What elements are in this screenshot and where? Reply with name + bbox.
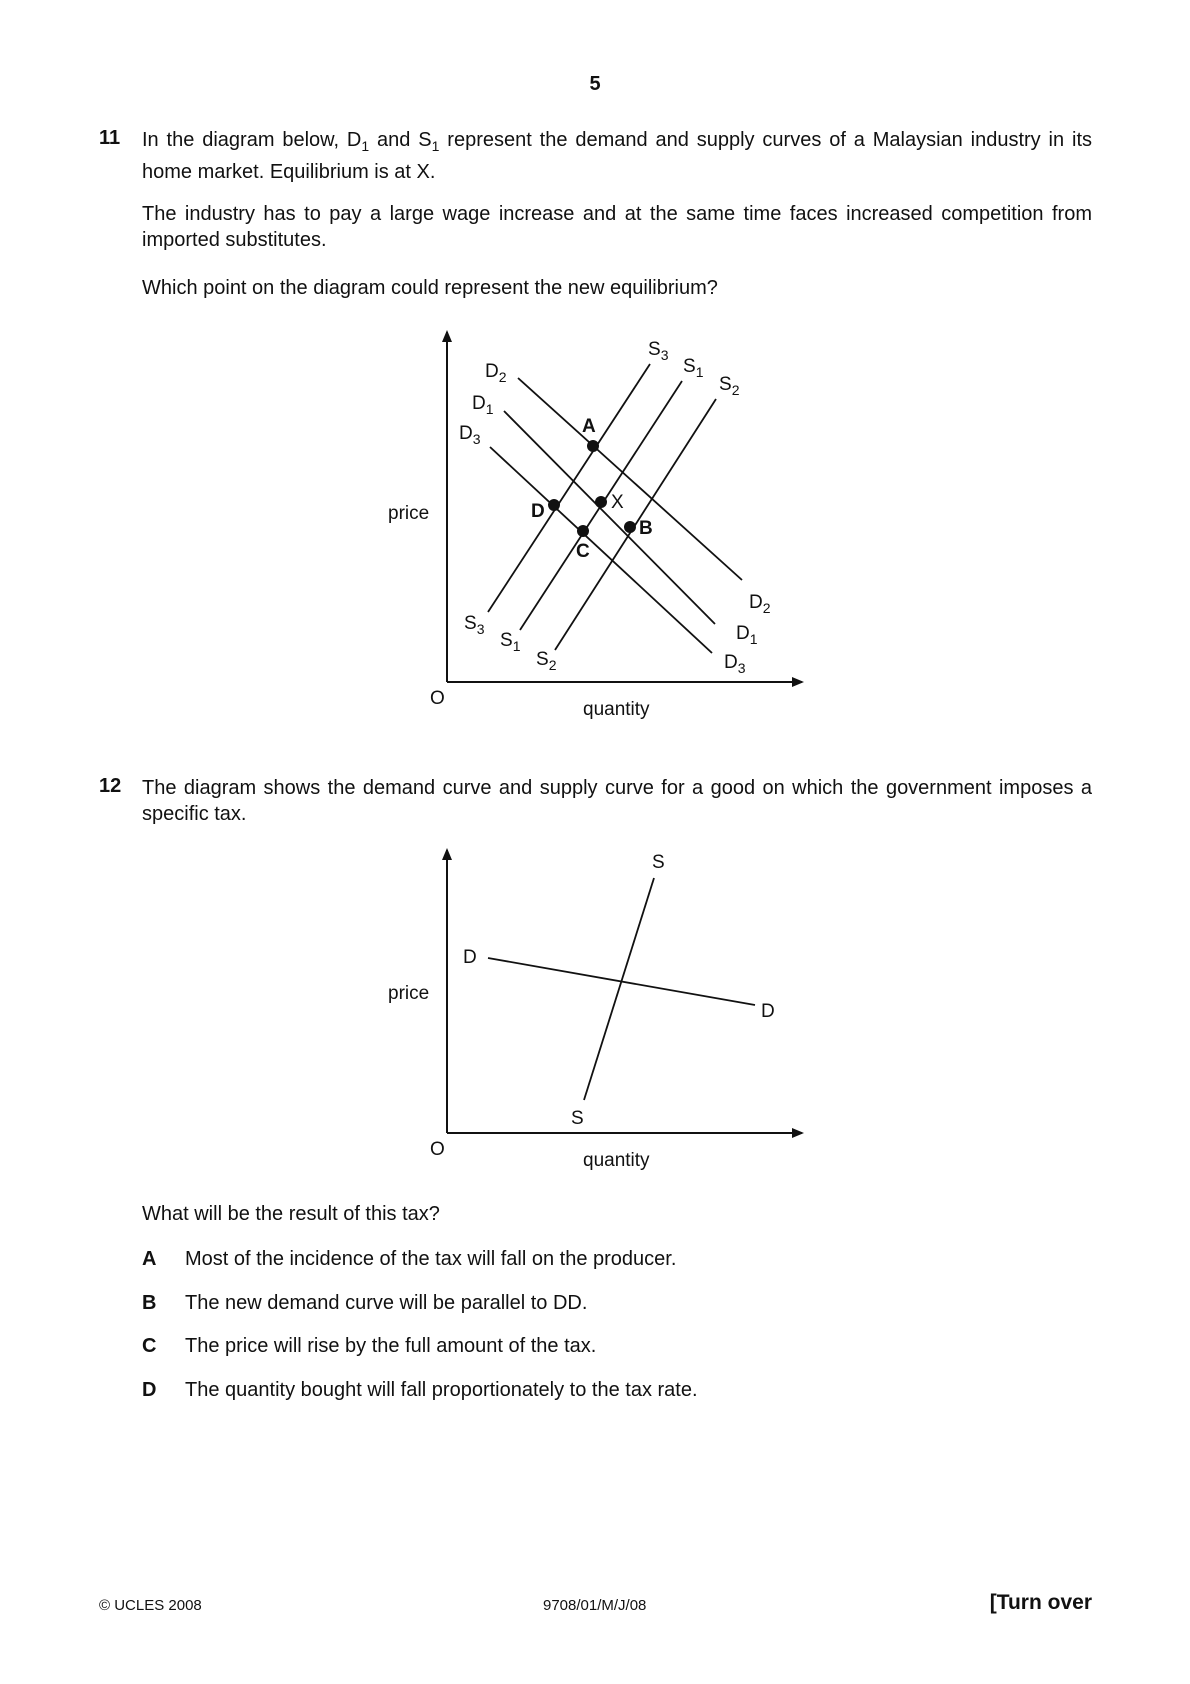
label-d3-top: $D_3$ bbox=[459, 423, 481, 447]
q12-origin-label: O bbox=[430, 1139, 445, 1160]
label-s2-bottom: $S_2$ bbox=[536, 649, 557, 673]
q11-y-label: price bbox=[388, 503, 430, 524]
q11-diagram bbox=[388, 332, 802, 720]
label-d2-top: $D_2$ bbox=[485, 361, 507, 385]
label-d2-bottom: $D_2$ bbox=[749, 592, 771, 616]
label-d3-bottom: $D_3$ bbox=[724, 652, 746, 676]
q12-supply-curve bbox=[584, 878, 654, 1100]
q12-x-label: quantity bbox=[583, 1150, 650, 1171]
option-b-text: The new demand curve will be parallel to DD. bbox=[185, 1292, 588, 1314]
point-d bbox=[548, 499, 560, 511]
point-b bbox=[624, 521, 636, 533]
q12-diagram bbox=[388, 850, 802, 1171]
option-b-letter: B bbox=[142, 1292, 157, 1314]
question-11-prompt: Which point on the diagram could represent the new equilibrium? bbox=[142, 277, 718, 299]
footer-paper-code: 9708/01/M/J/08 bbox=[543, 1597, 647, 1614]
label-s1-bottom: $S_1$ bbox=[500, 630, 521, 654]
q11-x-label: quantity bbox=[583, 699, 650, 720]
label-d1-bottom: $D_1$ bbox=[736, 623, 758, 647]
question-12-number: 12 bbox=[99, 775, 122, 797]
label-d1-top: $D_1$ bbox=[472, 393, 494, 417]
q12-y-label: price bbox=[388, 983, 430, 1004]
question-11-context: The industry has to pay a large wage increase and at the same time faces increased competition from imported substitutes. bbox=[142, 203, 1092, 251]
option-d-letter: D bbox=[142, 1379, 157, 1401]
point-a-label: A bbox=[582, 416, 596, 437]
point-c bbox=[577, 525, 589, 537]
curve-s2 bbox=[555, 399, 716, 650]
option-c-text: The price will rise by the full amount of the tax. bbox=[185, 1335, 597, 1357]
question-11-intro: In the diagram below, $D_1$ and $S_1$ represent the demand and supply curves of a Malaysian industry in its home market. Equilibrium is at X. bbox=[142, 129, 1092, 183]
q11-origin-label: O bbox=[430, 688, 445, 709]
question-11-number: 11 bbox=[99, 127, 121, 149]
point-b-label: B bbox=[639, 518, 653, 539]
option-a-letter: A bbox=[142, 1248, 157, 1270]
label-s3-top: $S_3$ bbox=[648, 339, 669, 363]
point-a bbox=[587, 440, 599, 452]
q12-supply-label-top: S bbox=[652, 852, 665, 873]
point-c-label: C bbox=[576, 541, 590, 562]
curve-d3 bbox=[490, 447, 712, 653]
footer-turn-over: [Turn over bbox=[989, 1591, 1092, 1614]
option-c-letter: C bbox=[142, 1335, 157, 1357]
point-x-label: X bbox=[611, 492, 624, 513]
q12-supply-label-bottom: S bbox=[571, 1108, 584, 1129]
point-d-label: D bbox=[531, 501, 545, 522]
question-12-prompt: What will be the result of this tax? bbox=[142, 1203, 440, 1225]
curve-d2 bbox=[518, 378, 742, 580]
label-s1-top: $S_1$ bbox=[683, 356, 704, 380]
option-d-text: The quantity bought will fall proportionately to the tax rate. bbox=[185, 1379, 698, 1401]
label-s3-bottom: $S_3$ bbox=[464, 613, 485, 637]
point-x bbox=[595, 496, 607, 508]
q12-demand-label-right: D bbox=[761, 1001, 775, 1022]
page-number: 5 bbox=[589, 73, 601, 95]
q12-demand-label-left: D bbox=[463, 947, 477, 968]
footer-copyright: © UCLES 2008 bbox=[99, 1597, 202, 1614]
curve-s3 bbox=[488, 364, 650, 612]
question-12-intro: The diagram shows the demand curve and supply curve for a good on which the government imposes a specific tax. bbox=[142, 777, 1092, 825]
label-s2-top: $S_2$ bbox=[719, 374, 740, 398]
option-a-text: Most of the incidence of the tax will fall on the producer. bbox=[185, 1248, 677, 1270]
